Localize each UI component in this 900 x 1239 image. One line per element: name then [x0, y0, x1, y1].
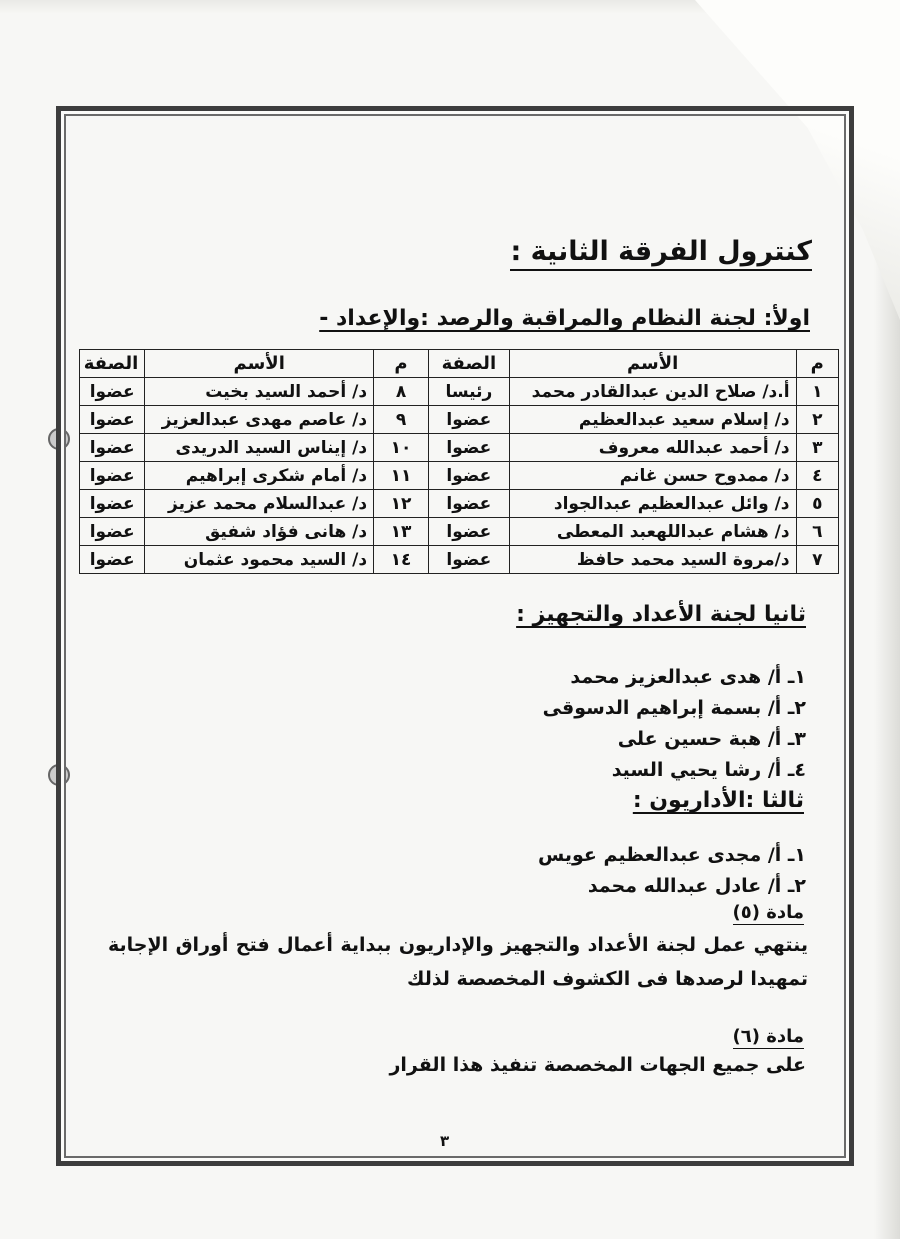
cell-name: د/ هشام عبداللهعبد المعطى	[509, 518, 796, 546]
table-row	[80, 490, 839, 518]
table-row	[80, 434, 839, 462]
section2-heading: ثانيا لجنة الأعداد والتجهيز :	[516, 602, 806, 627]
section1-heading: اولأ: لجنة النظام والمراقبة والرصد :والإعداد -	[319, 306, 810, 331]
cell-name: د/ هانى فؤاد شفيق	[145, 518, 374, 546]
list-item: ٢ـ أ/ عادل عبدالله محمد	[587, 875, 806, 897]
table-row	[80, 518, 839, 546]
section3-heading: ثالثا :الأداريون :	[632, 788, 804, 813]
list-item: ٢ـ أ/ بسمة إبراهيم الدسوقى	[542, 697, 806, 719]
cell-name: د/مروة السيد محمد حافظ	[509, 546, 796, 574]
cell-num: ٦	[796, 518, 838, 546]
header-num: م	[374, 350, 429, 378]
list-item: ٣ـ أ/ هبة حسين على	[617, 728, 806, 750]
table-row	[80, 462, 839, 490]
administrators-list	[538, 840, 806, 902]
cell-num: ١٠	[374, 434, 429, 462]
cell-name: أ.د/ صلاح الدين عبدالقادر محمد	[509, 378, 796, 406]
cell-name: د/ السيد محمود عثمان	[145, 546, 374, 574]
article5-label: مادة (٥)	[732, 902, 804, 923]
cell-num: ١٣	[374, 518, 429, 546]
list-item: ٤ـ أ/ رشا يحيي السيد	[611, 759, 806, 781]
table-row	[80, 378, 839, 406]
cell-role: عضوا	[80, 406, 145, 434]
preparation-committee-list	[543, 662, 806, 786]
cell-num: ٥	[796, 490, 838, 518]
cell-role: عضوا	[428, 434, 509, 462]
cell-name: د/ إيناس السيد الدريدى	[145, 434, 374, 462]
article6-text: على جميع الجهات المخصصة تنفيذ هذا القرار	[389, 1054, 806, 1076]
cell-role: عضوا	[428, 546, 509, 574]
cell-num: ٨	[374, 378, 429, 406]
cell-num: ١١	[374, 462, 429, 490]
cell-num: ٢	[796, 406, 838, 434]
cell-name: د/ ممدوح حسن غانم	[509, 462, 796, 490]
article6-label: مادة (٦)	[732, 1026, 804, 1047]
cell-name: د/ عاصم مهدى عبدالعزيز	[145, 406, 374, 434]
cell-name: د/ أحمد السيد بخيت	[145, 378, 374, 406]
cell-num: ٣	[796, 434, 838, 462]
cell-name: د/ أمام شكرى إبراهيم	[145, 462, 374, 490]
cell-num: ٧	[796, 546, 838, 574]
cell-role: عضوا	[80, 490, 145, 518]
cell-role: عضوا	[80, 462, 145, 490]
header-role: الصفة	[428, 350, 509, 378]
cell-name: د/ إسلام سعيد عبدالعظيم	[509, 406, 796, 434]
cell-role: عضوا	[428, 490, 509, 518]
list-item: ١ـ أ/ مجدى عبدالعظيم عويس	[538, 844, 806, 866]
cell-role: عضوا	[80, 546, 145, 574]
cell-role: عضوا	[428, 518, 509, 546]
page-title: كنترول الفرقة الثانية :	[510, 236, 812, 271]
cell-role: رئيسا	[428, 378, 509, 406]
cell-role: عضوا	[80, 434, 145, 462]
article5-text: ينتهي عمل لجنة الأعداد والتجهيز والإداريون ببداية أعمال فتح أوراق الإجابة تمهيدا لرصدها فى الكشوف المخصصة لذلك	[108, 934, 808, 990]
table-header-row	[80, 350, 839, 378]
cell-num: ١	[796, 378, 838, 406]
page-number: ٣	[440, 1132, 450, 1150]
committee-table	[79, 349, 839, 574]
cell-num: ٤	[796, 462, 838, 490]
cell-num: ١٤	[374, 546, 429, 574]
cell-role: عضوا	[428, 462, 509, 490]
table-row	[80, 406, 839, 434]
cell-name: د/ وائل عبدالعظيم عبدالجواد	[509, 490, 796, 518]
cell-role: عضوا	[80, 518, 145, 546]
table-row	[80, 546, 839, 574]
list-item: ١ـ أ/ هدى عبدالعزيز محمد	[570, 666, 806, 688]
cell-role: عضوا	[80, 378, 145, 406]
cell-num: ١٢	[374, 490, 429, 518]
cell-num: ٩	[374, 406, 429, 434]
header-role: الصفة	[80, 350, 145, 378]
cell-role: عضوا	[428, 406, 509, 434]
cell-name: د/ أحمد عبدالله معروف	[509, 434, 796, 462]
cell-name: د/ عبدالسلام محمد عزيز	[145, 490, 374, 518]
header-name: الأسم	[509, 350, 796, 378]
header-name: الأسم	[145, 350, 374, 378]
header-num: م	[796, 350, 838, 378]
